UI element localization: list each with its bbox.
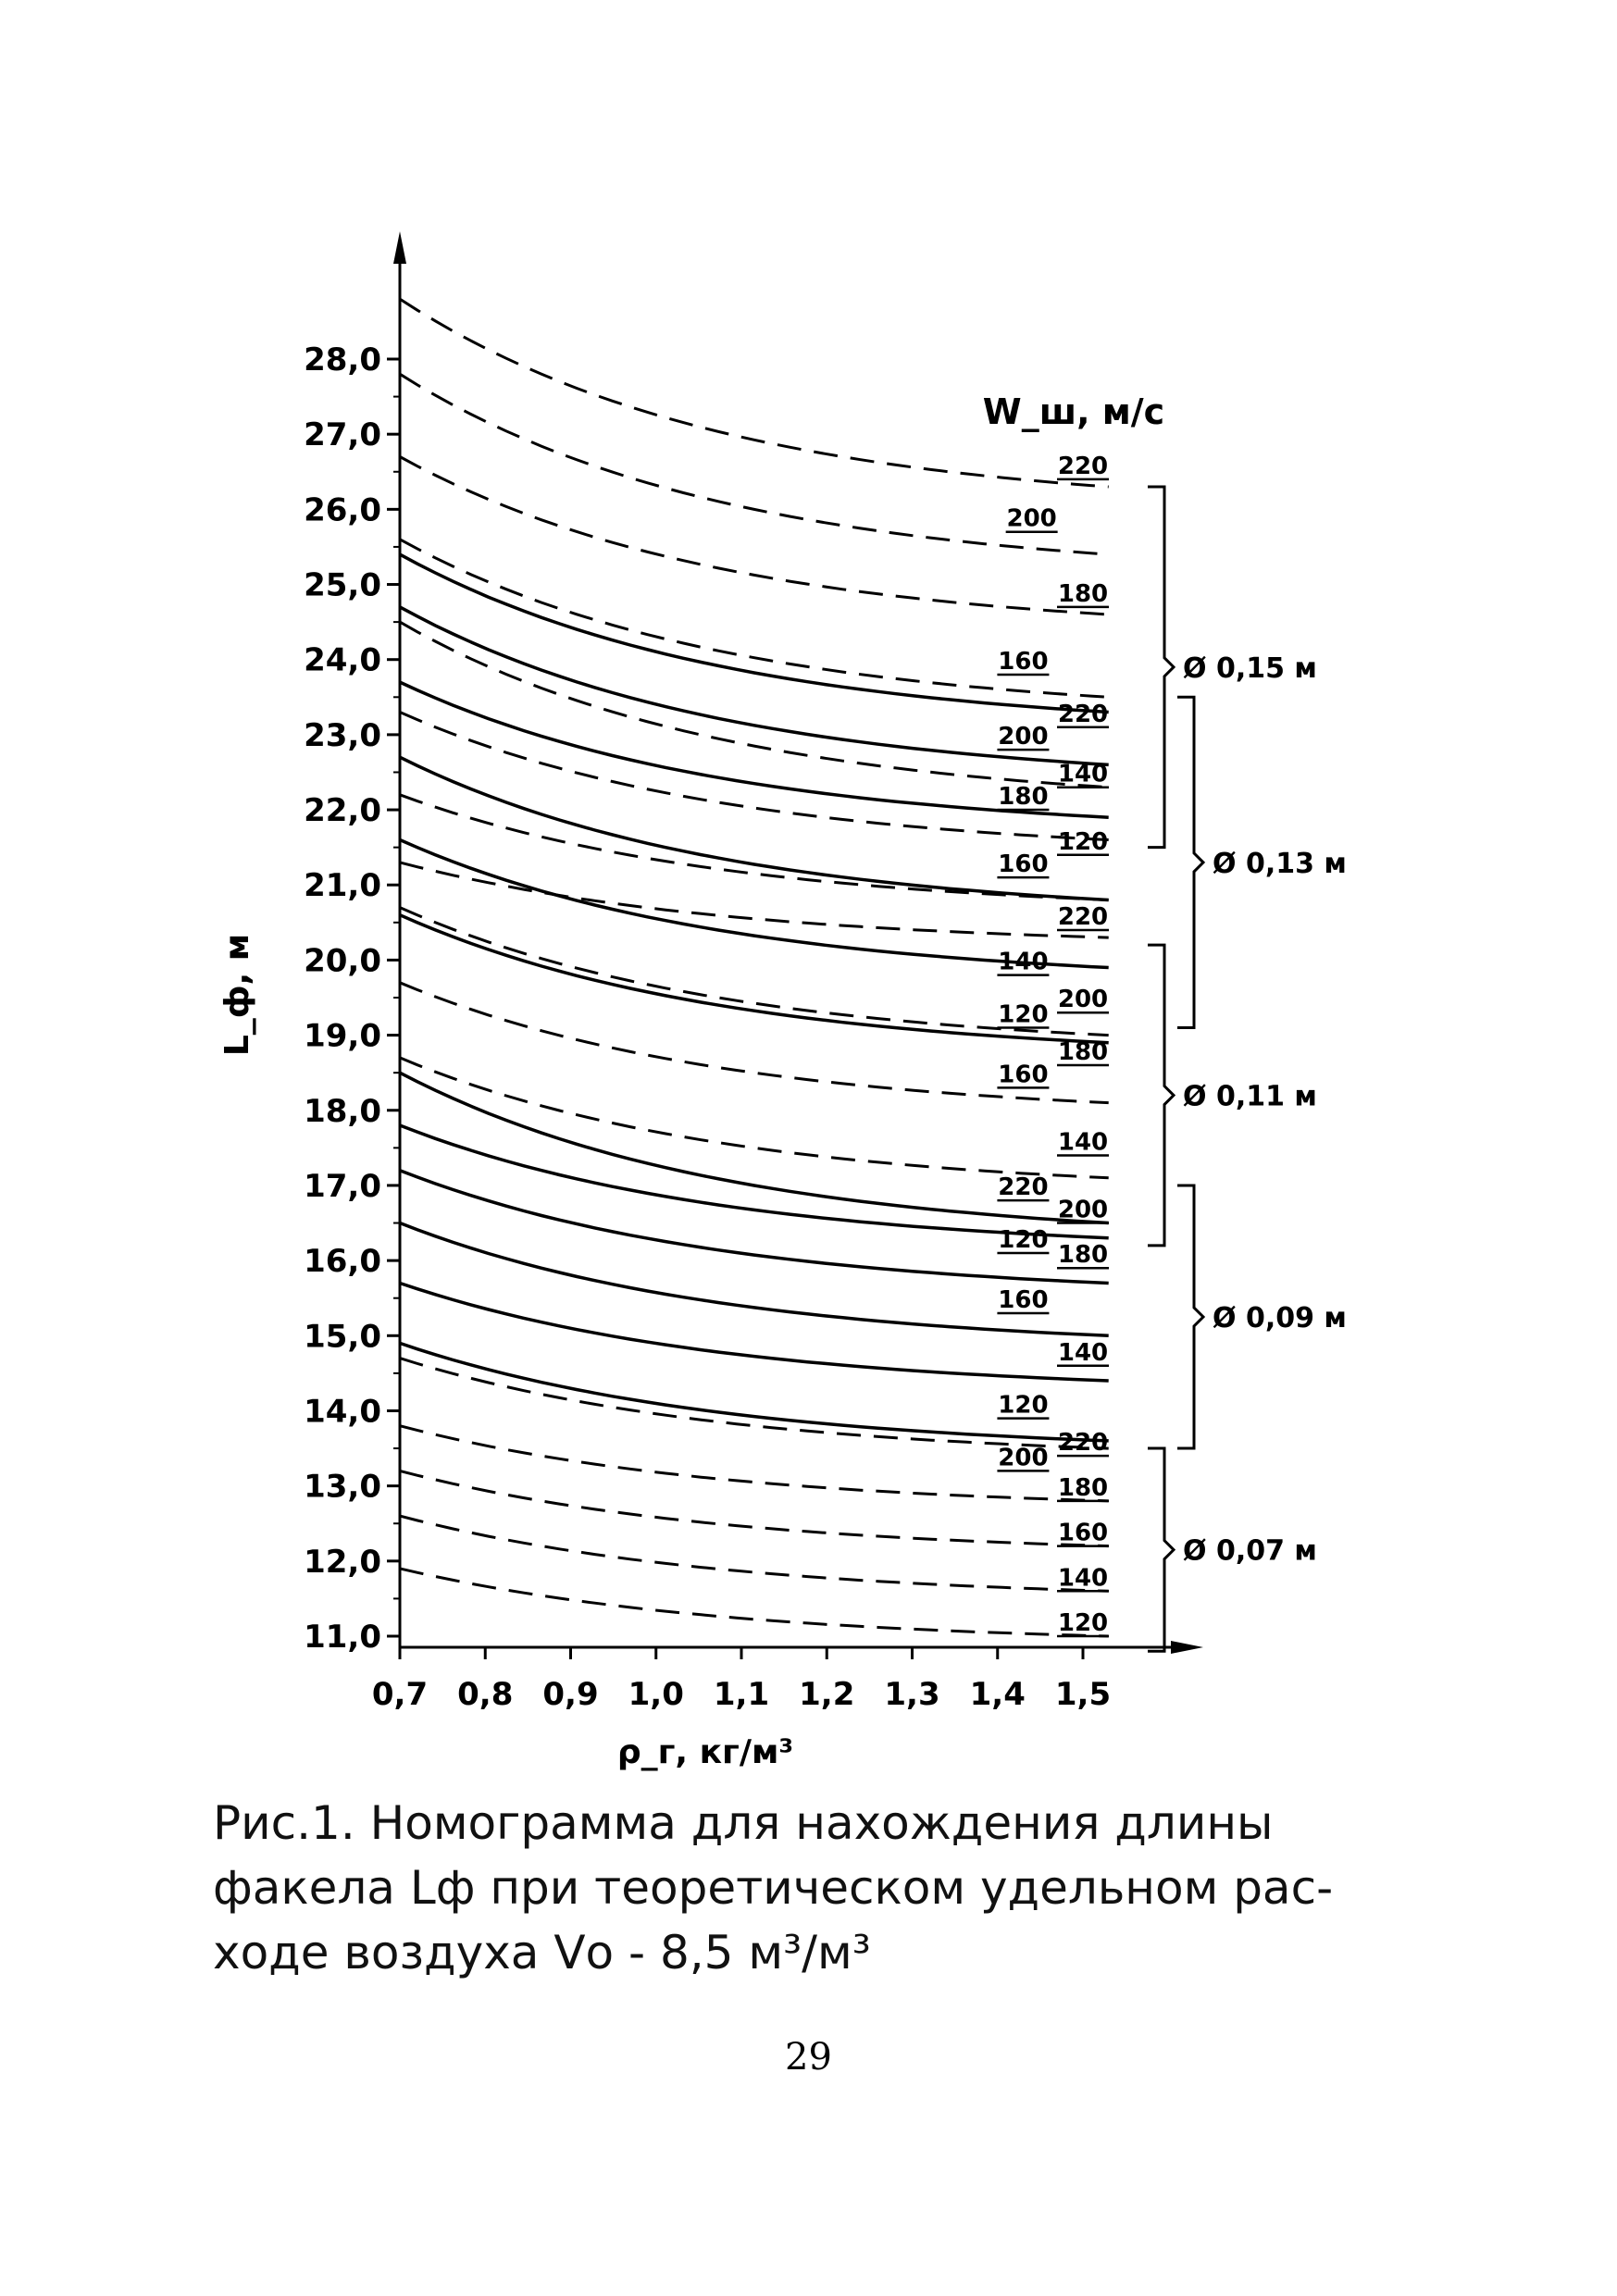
x-tick-label: 1,0 bbox=[628, 1676, 684, 1713]
y-tick-label: 20,0 bbox=[304, 942, 381, 980]
curve-label: 140 bbox=[1057, 760, 1109, 788]
group-diameter-label: Ø 0,15 м bbox=[1183, 652, 1317, 685]
curve-labels-layer bbox=[997, 453, 1109, 1637]
y-tick-label: 14,0 bbox=[304, 1393, 381, 1431]
curve-label: 160 bbox=[998, 850, 1049, 879]
x-tick-label: 1,4 bbox=[969, 1676, 1026, 1713]
y-tick-label: 28,0 bbox=[304, 341, 381, 379]
x-tick-label: 1,1 bbox=[713, 1676, 770, 1713]
x-tick-label: 1,2 bbox=[799, 1676, 855, 1713]
curve-label: 180 bbox=[1057, 579, 1109, 608]
group-bracket bbox=[1148, 945, 1174, 1246]
series-line-180 bbox=[400, 457, 1109, 615]
y-tick-label: 23,0 bbox=[304, 716, 381, 754]
curve-label: 140 bbox=[1057, 1338, 1109, 1367]
curve-label: 120 bbox=[998, 1000, 1049, 1029]
x-tick-label: 0,8 bbox=[457, 1676, 514, 1713]
group-bracket bbox=[1148, 487, 1174, 848]
y-tick-label: 24,0 bbox=[304, 641, 381, 679]
x-tick-label: 1,3 bbox=[884, 1676, 940, 1713]
curve-label: 220 bbox=[1057, 452, 1109, 480]
curve-label: 200 bbox=[1057, 986, 1109, 1014]
curve-label: 220 bbox=[1057, 1429, 1109, 1458]
y-tick-label: 15,0 bbox=[304, 1318, 381, 1356]
curve-label: 200 bbox=[998, 723, 1049, 751]
group-bracket bbox=[1148, 1448, 1174, 1651]
series-line-120 bbox=[400, 1569, 1109, 1636]
x-tick-label: 1,5 bbox=[1054, 1676, 1112, 1713]
legend-title: W_ш, м/с bbox=[982, 391, 1165, 432]
curve-label: 200 bbox=[1057, 1196, 1109, 1224]
curve-label: 140 bbox=[998, 948, 1049, 976]
curve-label: 180 bbox=[1057, 1038, 1109, 1067]
y-tick-label: 21,0 bbox=[304, 867, 381, 905]
curve-label: 140 bbox=[1057, 1128, 1109, 1157]
y-tick-label: 18,0 bbox=[304, 1092, 381, 1130]
y-tick-label: 13,0 bbox=[304, 1468, 381, 1506]
group-bracket bbox=[1177, 697, 1203, 1027]
curve-label: 180 bbox=[1057, 1473, 1109, 1502]
curve-label: 120 bbox=[1057, 1609, 1109, 1637]
caption-line-3: ходе воздуха Vо - 8,5 м³/м³ bbox=[213, 1926, 871, 1980]
y-tick-label: 27,0 bbox=[304, 416, 381, 454]
x-axis-arrow-icon bbox=[1171, 1641, 1203, 1654]
y-axis-arrow-icon bbox=[393, 231, 406, 264]
y-tick-label: 19,0 bbox=[304, 1017, 381, 1055]
curve-label: 220 bbox=[1057, 902, 1109, 931]
curve-label: 160 bbox=[998, 647, 1049, 676]
curve-label: 120 bbox=[998, 1391, 1049, 1420]
y-tick-label: 17,0 bbox=[304, 1167, 381, 1205]
curve-label: 120 bbox=[998, 1226, 1049, 1254]
x-tick-label: 0,9 bbox=[542, 1676, 599, 1713]
curve-label: 200 bbox=[1006, 504, 1057, 533]
x-tick-label: 0,7 bbox=[371, 1676, 429, 1713]
figure-caption bbox=[213, 1791, 1444, 1985]
group-bracket bbox=[1177, 1185, 1203, 1448]
group-diameter-label: Ø 0,13 м bbox=[1213, 847, 1347, 880]
curve-label: 160 bbox=[998, 1061, 1049, 1089]
group-diameter-label: Ø 0,11 м bbox=[1183, 1080, 1317, 1113]
y-tick-label: 25,0 bbox=[304, 566, 381, 604]
curve-label: 200 bbox=[998, 1444, 1049, 1472]
bracket-layer bbox=[1148, 487, 1347, 1651]
curve-label: 220 bbox=[1057, 700, 1109, 728]
page-number: 29 bbox=[785, 2036, 832, 2079]
curve-label: 160 bbox=[998, 1285, 1049, 1314]
curve-label: 160 bbox=[1057, 1519, 1109, 1547]
y-tick-label: 12,0 bbox=[304, 1543, 381, 1581]
curve-label: 180 bbox=[998, 783, 1049, 812]
y-tick-label: 11,0 bbox=[304, 1619, 381, 1656]
y-tick-label: 22,0 bbox=[304, 792, 381, 830]
curve-label: 180 bbox=[1057, 1241, 1109, 1270]
curve-label: 220 bbox=[998, 1173, 1049, 1202]
y-tick-label: 16,0 bbox=[304, 1243, 381, 1281]
group-diameter-label: Ø 0,09 м bbox=[1213, 1302, 1347, 1334]
series-line-200 bbox=[400, 554, 1109, 712]
caption-line-2: факела Lф при теоретическом удельном рас- bbox=[213, 1861, 1334, 1915]
y-tick-label: 26,0 bbox=[304, 491, 381, 529]
curve-label: 120 bbox=[1057, 827, 1109, 856]
group-diameter-label: Ø 0,07 м bbox=[1183, 1534, 1317, 1568]
series-line-160 bbox=[400, 1471, 1109, 1545]
series-line-140 bbox=[400, 1516, 1109, 1591]
x-axis-title: ρ_г, кг/м³ bbox=[616, 1733, 794, 1771]
curve-label: 140 bbox=[1057, 1564, 1109, 1593]
caption-line-1: Рис.1. Номограмма для нахождения длины bbox=[213, 1796, 1274, 1850]
y-axis-title: L_ф, м bbox=[218, 933, 256, 1057]
